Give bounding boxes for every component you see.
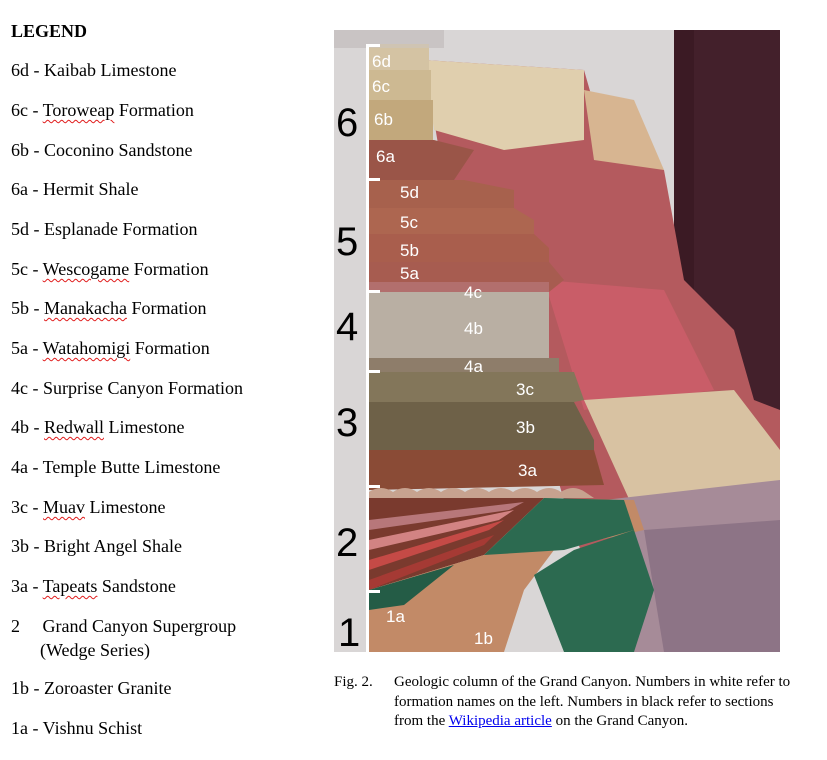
section-tick	[366, 178, 380, 181]
geologic-column-illustration	[334, 30, 780, 652]
legend-item	[11, 217, 197, 241]
legend-code: 1a	[11, 718, 28, 738]
legend-name: Zoroaster Granite	[44, 678, 172, 698]
legend-item	[11, 534, 182, 558]
legend-sep: -	[28, 259, 43, 279]
legend-item	[11, 574, 176, 598]
legend-name-flagged: Wescogame	[42, 259, 130, 279]
layer-5c	[369, 208, 534, 234]
legend-code: 6c	[11, 100, 28, 120]
section-tick	[366, 485, 380, 488]
layer-label: 6b	[374, 110, 393, 129]
layer-label: 5c	[400, 213, 418, 232]
legend-code: 4c	[11, 378, 28, 398]
geologic-column-figure	[334, 30, 780, 652]
legend-name: Bright Angel Shale	[44, 536, 182, 556]
legend-item	[11, 614, 236, 638]
inner-gorge-shadow	[644, 520, 780, 652]
layer-5b	[369, 234, 549, 262]
legend-name: (Wedge Series)	[40, 640, 151, 660]
legend-name-flagged: Tapeats	[42, 576, 98, 596]
layer-4b	[369, 292, 549, 358]
legend-item	[11, 676, 171, 700]
legend-name: Grand Canyon Supergroup	[42, 616, 237, 636]
legend-code: 6b	[11, 140, 29, 160]
legend-sep: -	[29, 60, 44, 80]
layer-label: 1b	[474, 629, 493, 648]
legend-name-suffix: Limestone	[104, 417, 185, 437]
layer-label: 4a	[464, 357, 483, 376]
legend-code: 6d	[11, 60, 29, 80]
legend-code: 6a	[11, 179, 28, 199]
legend-code: 5c	[11, 259, 28, 279]
legend-item-continuation	[40, 638, 150, 662]
legend-code: 5b	[11, 298, 29, 318]
legend-item	[11, 257, 209, 281]
caption-figure-number: Fig. 2.	[334, 674, 373, 690]
legend-name-suffix: Formation	[126, 298, 207, 318]
legend-name: Surprise Canyon Formation	[43, 378, 243, 398]
legend-item	[11, 415, 184, 439]
layer-label: 1a	[386, 607, 405, 626]
legend-name: Vishnu Schist	[42, 718, 143, 738]
legend-item	[11, 177, 138, 201]
layer-3c	[369, 372, 584, 402]
layer-label: 6d	[372, 52, 391, 71]
legend-item	[11, 716, 142, 740]
layer-label: 3a	[518, 461, 537, 480]
legend-sep: -	[29, 298, 44, 318]
legend-sep: -	[28, 457, 43, 477]
layer-label: 4b	[464, 319, 483, 338]
legend-item	[11, 296, 206, 320]
wikipedia-article-link[interactable]: Wikipedia article	[448, 713, 552, 729]
legend-name-suffix: Formation	[114, 100, 194, 120]
legend-code: 4b	[11, 417, 29, 437]
layer-label: 6a	[376, 147, 395, 166]
legend-sep: -	[29, 536, 44, 556]
section-number: 2	[336, 521, 359, 565]
legend-code: 5a	[11, 338, 28, 358]
legend-item	[11, 336, 210, 360]
legend-sep: -	[28, 497, 43, 517]
caption-text-after: on the Grand Canyon.	[551, 713, 689, 729]
legend-name-flagged: Redwall	[44, 417, 104, 437]
legend-code: 3b	[11, 536, 29, 556]
legend-name-suffix: Formation	[129, 259, 209, 279]
section-number: 6	[336, 101, 359, 145]
legend-name-suffix: Sandstone	[97, 576, 176, 596]
legend-name-suffix: Limestone	[85, 497, 166, 517]
legend-sep: -	[28, 338, 43, 358]
legend-item	[11, 455, 220, 479]
legend-name-flagged: Manakacha	[44, 298, 127, 318]
layer-label: 5b	[400, 241, 419, 260]
legend-name: Coconino Sandstone	[44, 140, 193, 160]
column-edge	[366, 44, 369, 652]
section-number: 3	[336, 401, 359, 445]
legend-name: Temple Butte Limestone	[42, 457, 221, 477]
caption-text-before: Geologic column of the Grand Canyon. Numbers in white refer to formation names on the left. Numbers in black refer to sections from the	[394, 674, 791, 729]
layer-label: 3c	[516, 380, 534, 399]
legend-code: 3c	[11, 497, 28, 517]
legend-sep: -	[28, 378, 43, 398]
legend-sep: -	[28, 179, 43, 199]
section-number: 1	[338, 611, 361, 652]
legend-sep: -	[28, 100, 43, 120]
legend-name: Hermit Shale	[43, 179, 139, 199]
legend-name-suffix: Formation	[130, 338, 210, 358]
legend-code: 4a	[11, 457, 28, 477]
layer-label: 5d	[400, 183, 419, 202]
legend-code: 5d	[11, 219, 29, 239]
layer-3a	[369, 450, 604, 490]
legend-name-flagged: Watahomigi	[42, 338, 131, 358]
legend-sep: -	[29, 140, 44, 160]
layer-label: 5a	[400, 264, 419, 283]
legend-sep: -	[29, 678, 44, 698]
legend-item	[11, 495, 165, 519]
section-tick	[366, 590, 380, 593]
legend-sep: -	[29, 417, 44, 437]
layer-3b	[369, 402, 594, 450]
legend-name-flagged: Muav	[43, 497, 85, 517]
legend-item	[11, 138, 193, 162]
section-tick	[366, 290, 380, 293]
legend-name: Esplanade Formation	[44, 219, 198, 239]
legend-code: 3a	[11, 576, 28, 596]
legend-title: LEGEND	[11, 21, 88, 41]
section-number: 5	[336, 220, 359, 264]
layer-label: 6c	[372, 77, 390, 96]
caption-text	[394, 673, 794, 732]
legend-sep: -	[29, 219, 44, 239]
legend-code: 2	[11, 616, 20, 636]
legend-name: Kaibab Limestone	[44, 60, 177, 80]
legend-code: 1b	[11, 678, 29, 698]
section-number: 4	[336, 305, 359, 349]
legend-item	[11, 58, 176, 82]
legend-sep	[20, 616, 43, 636]
legend-sep: -	[28, 576, 43, 596]
legend-name-flagged: Toroweap	[42, 100, 115, 120]
section-tick	[366, 370, 380, 373]
legend-item	[11, 376, 243, 400]
layer-label: 4c	[464, 283, 482, 302]
legend-sep: -	[28, 718, 43, 738]
section-tick	[366, 44, 380, 47]
layer-label: 3b	[516, 418, 535, 437]
legend-item	[11, 98, 194, 122]
